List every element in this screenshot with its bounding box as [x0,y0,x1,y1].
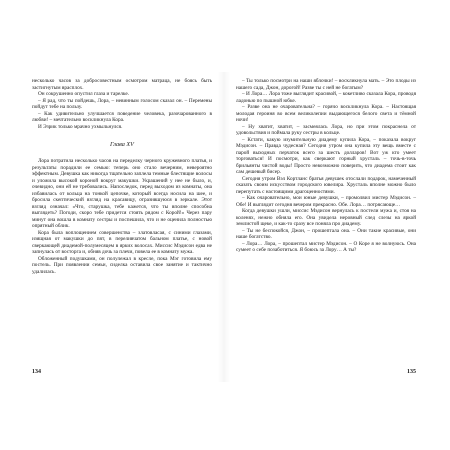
chapter-heading: Глава XV [110,141,134,148]
left-paragraph: несколько часов за добросовестным осмотром матраца, не боясь быть застигнутым врасплох. [32,78,212,91]
gutter-shadow [218,72,230,382]
left-paragraph: Кора была воплощением совершенства – златовласая, с синими глазами, изящная от макушки до пят, в переливчатом бальном платье, с новой сверкающей диадемой-полумесяцем в ярких волосах. Миссис Мэдисон едва не запнулась от восторга и, обняв дочь за плечи, повела ее в комнату мужа. [32,229,212,255]
right-paragraph: – Кстати, какую изумительную диадему купила Кора, – показала вокруг Мэдисон. – Правда чудесная? Сегодня утром она купила эту вещь вместе с парой выходных перчаток всего за шесть долларов! Вот уж кто умеет торговаться! И посмотри, как сверкают горный хрусталь – точь-в-точь брильянты чистой воды! Просто невозможно поверить, что диадема стоит как сам дешевый бисер. [236,136,416,175]
page-number-left: 134 [32,369,41,375]
right-paragraph: – И Лора… Лора тоже выглядит красивой, – кокетливо сказала Кора, проводя ладонью по пышной юбке. [236,91,416,104]
right-paragraph: – Как очаровательно, мои юные девушки, – промолвил мистер Мэдисон. – Обе! И выглядит сегодня вечером прекрасно. Обе. Лора… потрясающе… [236,195,416,208]
left-paragraph: Обложенный подушками, он полулежал в кресле, пока Мэг готовила ему постель. При появлении семьи, сиделка оставила свое занятие и тактично удалилась. [32,255,212,275]
book-spread [32,78,428,376]
right-page [236,78,416,376]
left-paragraph: Он сокрушенно опустил глаза и тарелке. [38,91,129,97]
left-paragraph: Лора потратила несколько часов на переделку черного кружевного платья, и результаты порадили ее семью: теперь оно стало вечерним, невероятно эффектным. Девушка как никогда тщательно заплела темные блестящие волосы и уложила высокой короной вокруг макушки. Украшений у нее не было, и, очевидно, они ей не требовались. Напоследок, перед выходом из комнаты, она избавилась от кольца на тонкой цепочке, который всегда носила на шее, и бросила скептический взгляд на красавицу, отразившуюся в зеркале. Этот взгляд означал: «Что, старушка, тебе кажется, что ты вполне способна выглядеть? Погоди, скоро тебе придется стоять рядом с Корой!» Через пару минут она вошла в комнату сестры и поспешила, что и не оценила полностью опрятный облик. [32,158,212,229]
left-paragraph: – Я рад, что ты пойдешь, Лора, – невинным голосом сказал он. – Перемены пойдут тебе на пользу. [32,97,212,110]
right-paragraph: – Ну хватит, хватит, – засмеялась Лора, но при этом покраснела от удовольствия и поймала руку сестры в кольце. [236,123,416,136]
right-paragraph: Когда девушки ушли, миссис Мэдисон вернулась к постели мужа и, стоя на коленях, нежно обняла его. Она увидела неровный след слезы на яркой землистой щеке, и как-то сразу все поняла про диадему. [236,208,416,227]
right-paragraph: – Разве она не очаровательна? – горячо воскликнула Кора. – Настоящая молодая героиня во всем великолепии выдающегося белого света и тёмной ночи! [236,104,416,123]
page-number-right: 135 [407,369,416,375]
right-paragraph: – Ты только посмотри на наши яблочки! – воскликнула мать. – Это плоды из нашего сада, Джон, дорогой! Разве ты с ней не богатым? [236,78,416,91]
left-page [32,78,212,376]
right-paragraph: – Ты не беспокойся, Джон, – прошептала она. – Они такие красивые, они наше богатство. [236,227,416,240]
left-page-text [32,78,212,275]
left-paragraph: И Эзрик только мрачно ухмыльнулся. [38,123,123,130]
right-paragraph: – Лора… Лора, – прошептал мистер Мэдисон. – О Коре я не волнуюсь. Она сумеет о себе позаботиться. Я боюсь за Лору… А ты? [236,240,416,253]
left-paragraph: – Как удивительно улучшается поведение человека, разочарованного в любви! – мечтательно воскликнула Кора. [32,110,212,123]
right-page-text [236,78,416,254]
right-paragraph: Сегодня утром Вэл Кортланс братья девушек отослали подарок, намеченный сказать своим искусством городского ювелира. Хрусталь вполне можно было перепутать с настоящими драгоценностями. [236,175,416,195]
